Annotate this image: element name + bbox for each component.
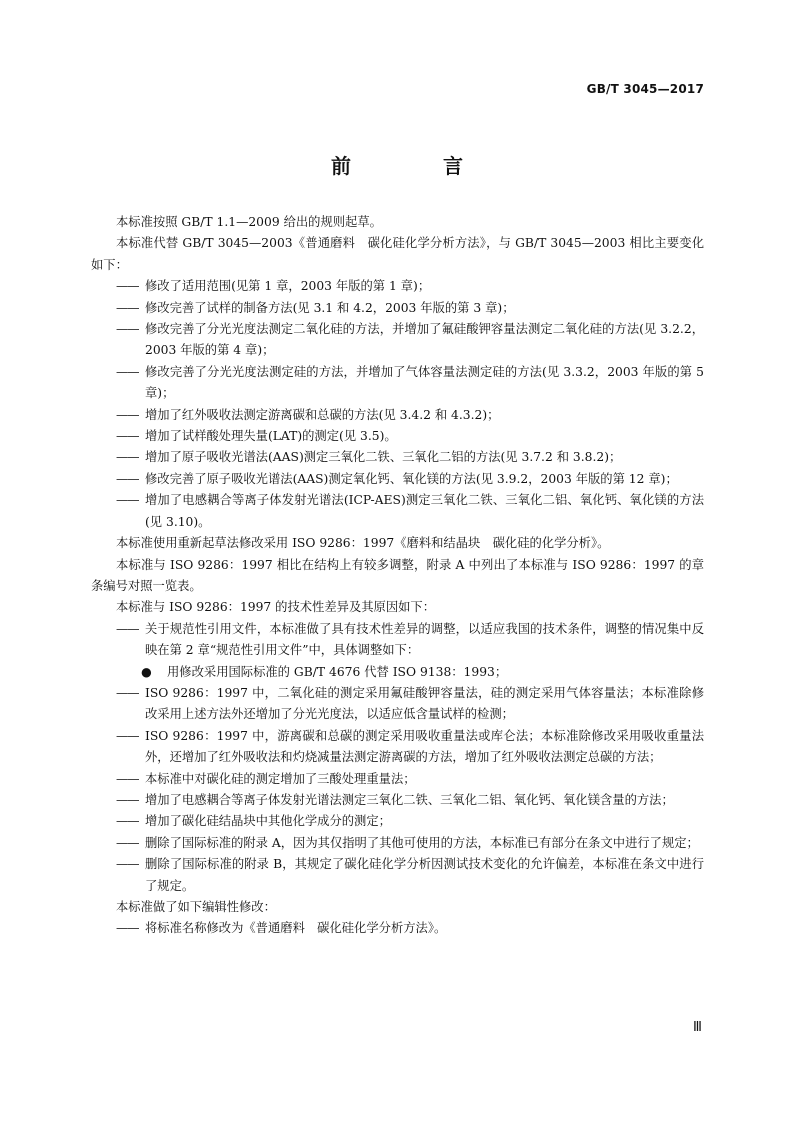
dash-mark: —— xyxy=(116,814,139,829)
list-item-text: 增加了试样酸处理失量(LAT)的测定(见 3.5)。 xyxy=(145,429,397,444)
bullet-item xyxy=(91,662,704,683)
editorial-changes-list xyxy=(91,918,704,939)
dash-mark: —— xyxy=(116,407,139,422)
list-item xyxy=(91,298,704,319)
page-title: 前 言 xyxy=(331,154,499,178)
changes-list xyxy=(91,276,704,533)
list-item xyxy=(91,833,704,854)
list-item xyxy=(91,683,704,726)
list-item-text: ISO 9286：1997 中，二氧化硅的测定采用氟硅酸钾容量法，硅的测定采用气体容量法；本标准除修改采用上述方法外还增加了分光光度法，以适应低含量试样的检测； xyxy=(145,685,704,722)
dash-mark: —— xyxy=(116,493,139,508)
dash-mark: —— xyxy=(116,450,139,465)
list-item-text: 删除了国际标准的附录 A，因为其仅指明了其他可使用的方法，本标准已有部分在条文中进行了规定； xyxy=(145,835,699,850)
dash-mark: —— xyxy=(116,429,139,444)
dash-mark: —— xyxy=(116,621,139,636)
paragraph-iso-adoption: 本标准使用重新起草法修改采用 ISO 9286：1997《磨料和结晶块 碳化硅的化学分析》。 xyxy=(116,536,610,551)
document-body xyxy=(91,212,704,940)
list-item xyxy=(91,726,704,769)
bullet-icon: ● xyxy=(141,664,152,679)
technical-differences-list xyxy=(91,619,704,897)
dash-mark: —— xyxy=(116,857,139,872)
list-item-text: 修改完善了分光光度法测定硅的方法，并增加了气体容量法测定硅的方法(见 3.3.2，2003 年版的第 5 章)； xyxy=(145,364,704,401)
dash-mark: —— xyxy=(116,364,139,379)
list-item-text: 修改完善了原子吸收光谱法(AAS)测定氧化钙、氧化镁的方法(见 3.9.2，2003 年版的第 12 章)； xyxy=(145,471,678,486)
list-item-text: 增加了碳化硅结晶块中其他化学成分的测定； xyxy=(145,814,391,829)
list-item-text: 关于规范性引用文件，本标准做了具有技术性差异的调整，以适应我国的技术条件，调整的情况集中反映在第 2 章“规范性引用文件”中，具体调整如下： xyxy=(145,621,704,658)
list-item xyxy=(91,790,704,811)
paragraph-structure: 本标准与 ISO 9286：1997 相比在结构上有较多调整，附录 A 中列出了本标准与 ISO 9286：1997 的章条编号对照一览表。 xyxy=(91,557,704,593)
dash-mark: —— xyxy=(116,921,139,936)
page-number: Ⅲ xyxy=(693,1020,702,1035)
dash-mark: —— xyxy=(116,322,139,337)
bullet-item-text: 用修改采用国际标准的 GB/T 4676 代替 ISO 9138：1993； xyxy=(167,664,508,679)
list-item xyxy=(91,319,704,362)
list-item xyxy=(91,447,704,468)
list-item xyxy=(91,769,704,790)
list-item xyxy=(91,276,704,297)
dash-mark: —— xyxy=(116,728,139,743)
dash-mark: —— xyxy=(116,835,139,850)
list-item xyxy=(91,918,704,939)
dash-mark: —— xyxy=(116,471,139,486)
list-item-text: ISO 9286：1997 中，游离碳和总碳的测定采用吸收重量法或库仑法；本标准除修改采用吸收重量法外，还增加了红外吸收法和灼烧减量法测定游离碳的方法，增加了红外吸收法测定总碳的方法； xyxy=(145,728,704,765)
list-item xyxy=(91,490,704,533)
paragraph-technical-differences: 本标准与 ISO 9286：1997 的技术性差异及其原因如下： xyxy=(116,600,436,615)
list-item-text: 修改完善了试样的制备方法(见 3.1 和 4.2，2003 年版的第 3 章)； xyxy=(145,300,515,315)
list-item xyxy=(91,426,704,447)
list-item-text: 增加了原子吸收光谱法(AAS)测定三氧化二铁、三氧化二铝的方法(见 3.7.2 和 3.8.2)； xyxy=(145,450,622,465)
list-item xyxy=(91,405,704,426)
list-item-text: 增加了红外吸收法测定游离碳和总碳的方法(见 3.4.2 和 4.3.2)； xyxy=(145,407,500,422)
dash-mark: —— xyxy=(116,279,139,294)
dash-mark: —— xyxy=(116,300,139,315)
list-item-text: 修改完善了分光光度法测定二氧化硅的方法，并增加了氟硅酸钾容量法测定二氧化硅的方法(见 3.2.2，2003 年版的第 4 章)； xyxy=(145,322,704,358)
list-item xyxy=(91,854,704,897)
list-item-text: 删除了国际标准的附录 B，其规定了碳化硅化学分析因测试技术变化的允许偏差，本标准在条文中进行了规定。 xyxy=(145,857,704,893)
list-item-text: 修改了适用范围(见第 1 章，2003 年版的第 1 章)； xyxy=(145,279,431,294)
list-item xyxy=(91,811,704,832)
dash-mark: —— xyxy=(116,685,139,700)
list-item-text: 本标准中对碳化硅的测定增加了三酸处理重量法； xyxy=(145,771,416,786)
list-item-text: 增加了电感耦合等离子体发射光谱法(ICP-AES)测定三氧化二铁、三氧化二铝、氧化钙、氧化镁的方法(见 3.10)。 xyxy=(145,493,704,529)
paragraph-drafting-rules: 本标准按照 GB/T 1.1—2009 给出的规则起草。 xyxy=(116,215,382,229)
standard-code: GB/T 3045—2017 xyxy=(586,82,704,96)
paragraph-replaces: 本标准代替 GB/T 3045—2003《普通磨料 碳化硅化学分析方法》，与 GB/T 3045—2003 相比主要变化如下： xyxy=(91,236,704,272)
list-item-text: 增加了电感耦合等离子体发射光谱法测定三氧化二铁、三氧化二铝、氧化钙、氧化镁含量的方法； xyxy=(145,792,674,807)
list-item xyxy=(91,619,704,662)
list-item xyxy=(91,362,704,405)
list-item xyxy=(91,469,704,490)
list-item-text: 将标准名称修改为《普通磨料 碳化硅化学分析方法》。 xyxy=(145,921,447,936)
paragraph-editorial: 本标准做了如下编辑性修改： xyxy=(116,900,276,914)
dash-mark: —— xyxy=(116,771,139,786)
dash-mark: —— xyxy=(116,792,139,807)
